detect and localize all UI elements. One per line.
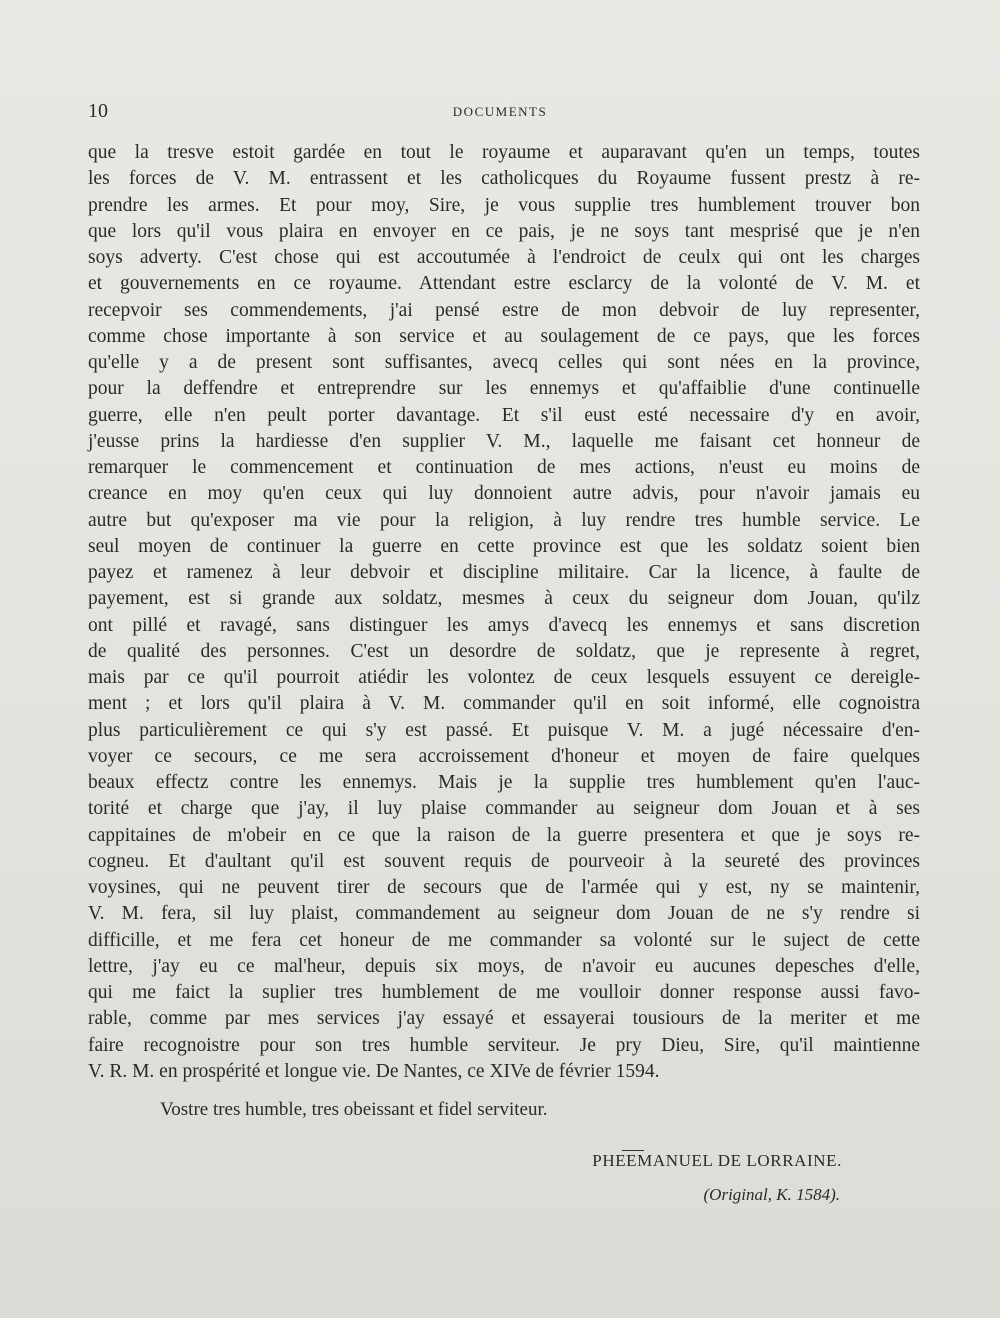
body-line: guerre, elle n'en peult porter davantage. Et s'il eust esté necessaire d'y en avoir, [88, 404, 920, 426]
body-line: payez et ramenez à leur debvoir et discipline militaire. Car la licence, à faulte de [88, 562, 920, 583]
body-line: payement, est si grande aux soldatz, mesmes à ceux du seigneur dom Jouan, qu'ilz [88, 588, 920, 610]
body-line: soys adverty. C'est chose qui est accoutumée à l'endroict de ceulx qui ont les charges [88, 247, 920, 268]
body-line: torité et charge que j'ay, il luy plaise commander au seigneur dom Jouan et à ses [88, 798, 920, 820]
body-line: qu'elle y a de present sont suffisantes, avecq celles qui sont nées en la province, [88, 352, 920, 373]
body-line: seul moyen de continuer la guerre en cette province est que les soldatz soient bien [88, 535, 920, 557]
body-line: et gouvernements en ce royaume. Attendant estre esclarcy de la volonté de V. M. et [88, 273, 920, 295]
body-line: ont pillé et ravagé, sans distinguer les amys d'avecq les ennemys et sans discretion [88, 614, 920, 636]
body-line: plus particulièrement ce qui s'y est passé. Et puisque V. M. a jugé nécessaire d'en- [88, 719, 920, 741]
body-line: faire recognoistre pour son tres humble serviteur. Je pry Dieu, Sire, qu'il maintienne [88, 1034, 920, 1056]
body-line: que lors qu'il vous plaira en envoyer en ce pais, je ne soys tant mesprisé que je n'en [88, 220, 920, 242]
body-line: j'eusse prins la hardiesse d'en supplier V. M., laquelle me faisant cet honneur de [88, 430, 920, 452]
source-note: (Original, K. 1584). [703, 1185, 840, 1204]
body-line: mais par ce qu'il pourroit atiédir les volontez de ceux lesquels essuyent ce dereigle- [88, 667, 920, 688]
body-line: voyer ce secours, ce me sera accroissement d'honeur et moyen de faire quelques [88, 745, 920, 767]
letter-body [88, 140, 920, 1085]
body-line: cappitaines de m'obeir en ce que la raison de la guerre presentera et que je soys re- [88, 824, 920, 846]
closing-formula: Vostre tres humble, tres obeissant et fidel serviteur. [160, 1099, 548, 1120]
body-line: difficille, et me fera cet honeur de me commander sa volonté sur le suject de cette [88, 929, 920, 951]
body-line: recepvoir ses commendements, j'ai pensé estre de mon debvoir de luy representer, [88, 299, 920, 321]
body-line: voysines, qui ne peuvent tirer de secours que de l'armée qui y est, ny se maintenir, [88, 877, 920, 898]
running-head: DOCUMENTS [452, 104, 548, 119]
body-line-last: V. R. M. en prospérité et longue vie. De Nantes, ce XIVe de février 1594. [88, 1060, 660, 1082]
body-line: cogneu. Et d'aultant qu'il est souvent requis de pourveoir à la seureté des provinces [88, 850, 920, 872]
body-line: comme chose importante à son service et au soulagement de ce pays, que les forces [88, 325, 920, 347]
body-line: pour la deffendre et entreprendre sur les ennemys et qu'affaiblie d'une continuelle [88, 378, 920, 400]
body-line: prendre les armes. Et pour moy, Sire, je vous supplie tres humblement trouver bon [88, 194, 920, 216]
signature: PHEEMANUEL DE LORRAINE. [592, 1151, 842, 1170]
body-line: ment ; et lors qu'il plaira à V. M. commander qu'il en soit informé, elle cognoistra [88, 693, 920, 715]
body-line: autre but qu'exposer ma vie pour la religion, à luy rendre tres humble service. Le [88, 509, 920, 531]
body-line: les forces de V. M. entrassent et les catholicques du Royaume fussent prestz à re- [88, 168, 920, 190]
body-line: beaux effectz contre les ennemys. Mais je la supplie tres humblement qu'en l'auc- [88, 772, 920, 793]
body-line: creance en moy qu'en ceux qui luy donnoient autre advis, pour n'avoir jamais eu [88, 483, 920, 505]
body-line: qui me faict la suplier tres humblement de me voulloir donner response aussi favo- [88, 982, 920, 1003]
body-line: que la tresve estoit gardée en tout le royaume et auparavant qu'en un temps, toutes [88, 142, 920, 163]
body-line: rable, comme par mes services j'ay essayé et essayerai tousiours de la meriter et me [88, 1008, 920, 1030]
page-number: 10 [88, 100, 108, 122]
body-line: lettre, j'ay eu ce mal'heur, depuis six moys, de n'avoir eu aucunes depesches d'elle, [88, 955, 920, 977]
body-line: remarquer le commencement et continuation de mes actions, n'eust eu moins de [88, 457, 920, 478]
body-line: V. M. fera, sil luy plaist, commandement au seigneur dom Jouan de ne s'y rendre si [88, 903, 920, 925]
body-line: de qualité des personnes. C'est un desordre de soldatz, que je represente à regret, [88, 640, 920, 662]
